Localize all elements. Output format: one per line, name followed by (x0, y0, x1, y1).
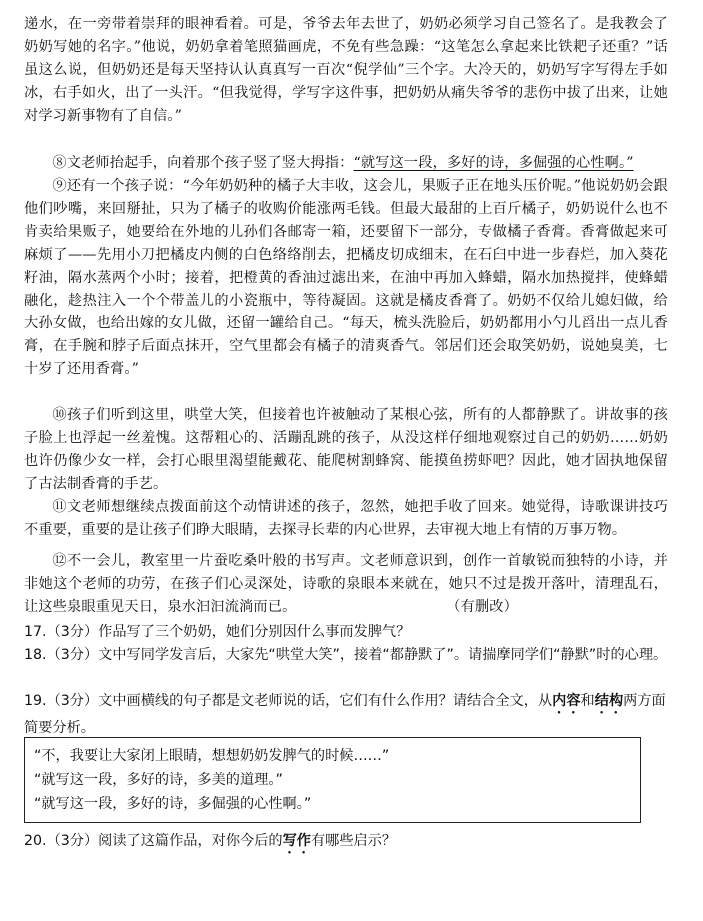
keyword-content: 内容 (552, 693, 581, 709)
question-18 (24, 644, 674, 666)
quote-line: “就写这一段，多好的诗，多美的道理。” (34, 772, 283, 788)
question-17 (24, 621, 674, 643)
question-text: 有哪些启示？ (310, 833, 397, 849)
paragraph-text: ⑧文老师抬起手，向着那个孩子竖了竖大拇指： (52, 155, 354, 171)
underlined-teacher-quote: “就写这一段，多好的诗，多倔强的心性啊。” (353, 155, 634, 171)
question-19 (24, 690, 674, 739)
question-text: 20.（3分）阅读了这篇作品，对你今后的 (24, 833, 283, 849)
quote-line: “不，我要让大家闭上眼睛，想想奶奶发脾气的时候……” (34, 748, 390, 764)
paragraph-text: 递水，在一旁带着崇拜的眼神看着。可是，爷爷去年去世了，奶奶必须学习自己签名了。是我教会了奶奶写她的名字。”他说，奶奶拿着笔照猫画虎，不免有些急躁：“这笔怎么拿起来比铁耙子还重？”话虽这么说，但奶奶还是每天坚持认认真真写一百次“倪学仙”三个字。大冷天的，奶奶写字写得左手如冰，右手如火，出了一头汗。“但我觉得，学写字这件事，把奶奶从痛失爷爷的悲伤中拔了出来，让她对学习新事物有了自信。” (24, 16, 668, 124)
passage-paragraph-8 (24, 152, 668, 175)
passage-paragraph-12 (24, 550, 668, 619)
paragraph-text: ⑫不一会儿，教室里一片蚕吃桑叶般的书写声。文老师意识到，创作一首敏锐而独特的小诗，并非她这个老师的功劳，在孩子们心灵深处，诗歌的泉眼本来就在，她只不过是拨开落叶，清理乱石，让这些泉眼重见天日，泉水汩汩流淌而已。 (24, 553, 668, 615)
passage-paragraph-10 (24, 404, 668, 496)
question-text: 和 (580, 693, 595, 709)
passage-paragraph-intro (24, 13, 668, 128)
keyword-structure: 结构 (594, 693, 624, 709)
paragraph-text: ⑨还有一个孩子说：“今年奶奶种的橘子大丰收，这会儿，果贩子正在地头压价呢。”他说奶奶会跟他们吵嘴，来回掰扯，只为了橘子的收购价能涨两毛钱。但最大最甜的上百斤橘子，奶奶说什么也不肯卖给果贩子，她要给在外地的儿孙们各邮寄一箱，还要留下一部分，专做橘子香膏。香膏做起来可麻烦了——先用小刀把橘皮内侧的白色络络削去，把橘皮切成细末，在石臼中进一步舂烂，加入葵花籽油，隔水蒸两个小时；接着，把橙黄的香油过滤出来，在油中再加入蜂蜡，隔水加热搅拌，使蜂蜡融化，趁热注入一个个带盖儿的小瓷瓶中，等待凝固。这就是橘皮香膏了。奶奶不仅给儿媳妇做，给大孙女做，也给出嫁的女儿做，还留一罐给自己。“每天，梳头洗脸后，奶奶都用小勺儿舀出一点儿香膏，在手腕和脖子后面点抹开，空气里都会有橘子的清爽香气。邻居们还会取笑奶奶，说她臭美，七十岁了还用香膏。” (24, 178, 668, 378)
quoted-sentences-box (24, 737, 641, 823)
passage-paragraph-9 (24, 175, 668, 381)
source-note: （有删改） (446, 598, 518, 615)
question-text: 17.（3分）作品写了三个奶奶，她们分别因什么事而发脾气？ (24, 624, 411, 640)
paragraph-text: ⑩孩子们听到这里，哄堂大笑，但接着也许被触动了某根心弦，所有的人都静默了。讲故事的孩子脸上也浮起一丝羞愧。这帮粗心的、活蹦乱跳的孩子，从没这样仔细地观察过自己的奶奶……奶奶也许仍像少女一样，会打心眼里渴望能戴花、能爬树割蜂窝、能摸鱼捞虾吧？因此，她才固执地保留了古法制香膏的手艺。 (24, 407, 668, 492)
paragraph-text: ⑪文老师想继续点拨面前这个动情讲述的孩子，忽然，她把手收了回来。她觉得，诗歌课讲技巧不重要，重要的是让孩子们睁大眼睛，去探寻长辈的内心世界，去审视大地上有情的万事万物。 (24, 499, 668, 538)
keyword-writing: 写作 (282, 833, 311, 849)
passage-paragraph-11 (24, 496, 668, 542)
question-text: 18.（3分）文中写同学发言后，大家先“哄堂大笑”，接着“都静默了”。请揣摩同学们“静默”时的心理。 (24, 647, 668, 663)
question-text: 两方面简要分析。 (24, 693, 666, 736)
question-text: 19.（3分）文中画横线的句子都是文老师说的话，它们有什么作用？请结合全文，从 (24, 693, 553, 709)
question-20 (24, 830, 674, 857)
quote-line: “就写这一段，多好的诗，多倔强的心性啊。” (34, 796, 312, 812)
